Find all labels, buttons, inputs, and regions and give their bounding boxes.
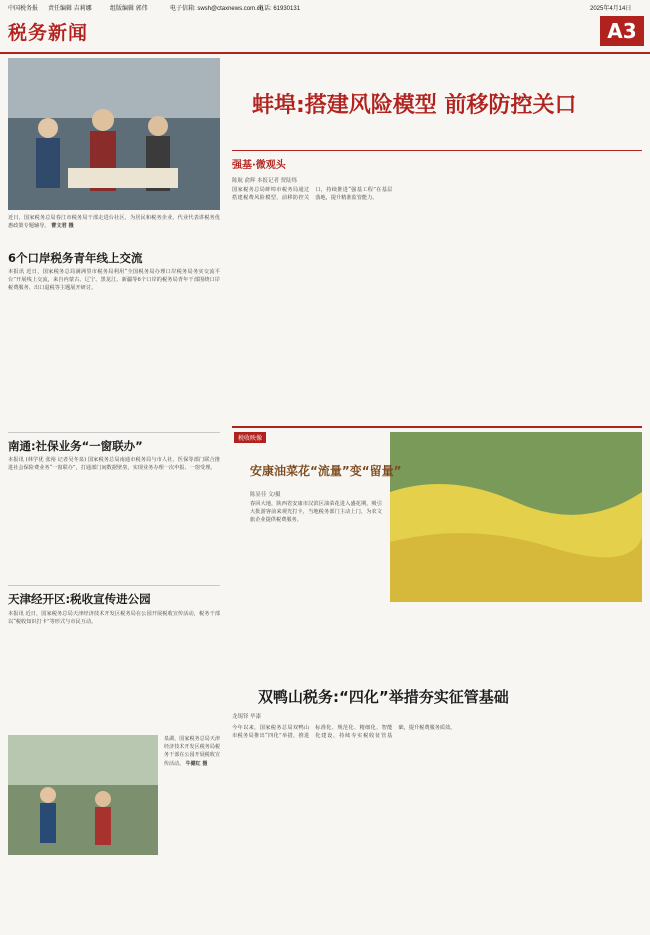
top-bar [0,0,650,14]
article5-body: 今年以来，国家税务总局双鸭山市税务局推出“四化”举措，推进标准化、规范化、精细化、智能化建设，持续夯实税收征管基础，提升税费服务质效。 [232,725,456,740]
left-news-photo [8,58,220,210]
section-title: 税务新闻 [8,22,89,44]
scene-top-rule [232,426,642,428]
issue-date: 2025年4月14日 [590,6,632,12]
article2-body: 本报讯 (林学优 张裕 记者吴冬泉) 国家税务总局南通市税务局与市人社、医保等部门联合推进社会保险费业务“一窗联办”，打通部门间数据壁垒，实现业务办理一次申报、一窗受理。 [8,457,220,472]
column-title: 强基·微观头 [232,160,286,171]
caption-credit: 曹文君 摄 [51,223,74,230]
divider [8,432,220,433]
park-scene-icon [8,735,158,855]
scene-byline: 陈显佳 文/摄 [250,492,281,498]
people-scene-icon [8,58,220,210]
caption-text: 近日，国家税务总局春江市税务局干部走进台社区，为居民和税务企业，代业代表讲税务优惠政策专题辅导。 [8,215,220,230]
paper-name: 中国税务报 [8,6,39,12]
park-photo-caption [164,735,220,855]
rapeseed-photo [390,432,642,602]
park-photo [8,735,158,855]
article5-byline: 龙锡铎 毕漆 [232,714,262,720]
scene-title: 安康油菜花“流量”变“留量” [250,464,402,478]
feature-body: 国家税务总局蚌埠市税务局通过搭建税费风险模型、前移防控关口，持续推进“强基工程”在基层落地，提升精准监管能力。 [232,187,393,202]
left-photo-caption [8,214,220,242]
feature-rule [232,150,642,151]
scene-tag: 税收映像 [234,432,266,443]
caption-credit: 牛健红 摄 [185,760,208,767]
article1-body: 本报讯 近日，国家税务总局满洲里市税务局利用“全国税务局办理口岸税务局务实交流平台”开展线上交流，来自内蒙古、辽宁、黑龙江、新疆等6个口岸的税务局青年干部围绕口岸税费服务、出口退税等主题展开研讨。 [8,269,220,292]
article2-headline: 南通:社保业务“一窗联办” [8,439,143,453]
phone-label: 电话: 61930131 [258,6,301,12]
article3-headline: 天津经开区:税收宣传进公园 [8,592,151,606]
divider [8,585,220,586]
page-number-badge: A3 [600,16,644,46]
editor-label: 责任编辑 吉莉娜 [48,6,92,12]
masthead [0,14,650,54]
article1-headline: 6个口岸税务青年线上交流 [8,251,143,265]
article3-body: 本报讯 近日，国家税务总局天津经济技术开发区税务局在公园开展税收宣传活动，税务干部以“税收知识打卡”等形式与市民互动。 [8,611,220,626]
designer-label: 组版编辑 郭伟 [110,6,148,12]
rapeseed-field-icon [390,432,642,602]
email-label: 电子信箱: swsh@ctaxnews.com.cn [170,6,264,12]
caption-text: 泉湖，国家税务总局天津经济技术开发区税务局税务干部在公园开展税收宣传活动。 [164,736,220,767]
feature-headline: 蚌埠:搭建风险模型 前移防控关口 [252,93,577,118]
article5-headline: 双鸭山税务:“四化”举措夯实征管基础 [258,688,509,706]
feature-byline: 陈航 俞辉 本报记者 贾陆烁 [232,178,298,184]
scene-body-1: 春回大地，陕西省安康市汉滨区油菜花进入盛花期，吸引大批游客前来观光打卡，当地税务部门主动上门，为农文旅企业提供税费服务。 [250,501,382,524]
